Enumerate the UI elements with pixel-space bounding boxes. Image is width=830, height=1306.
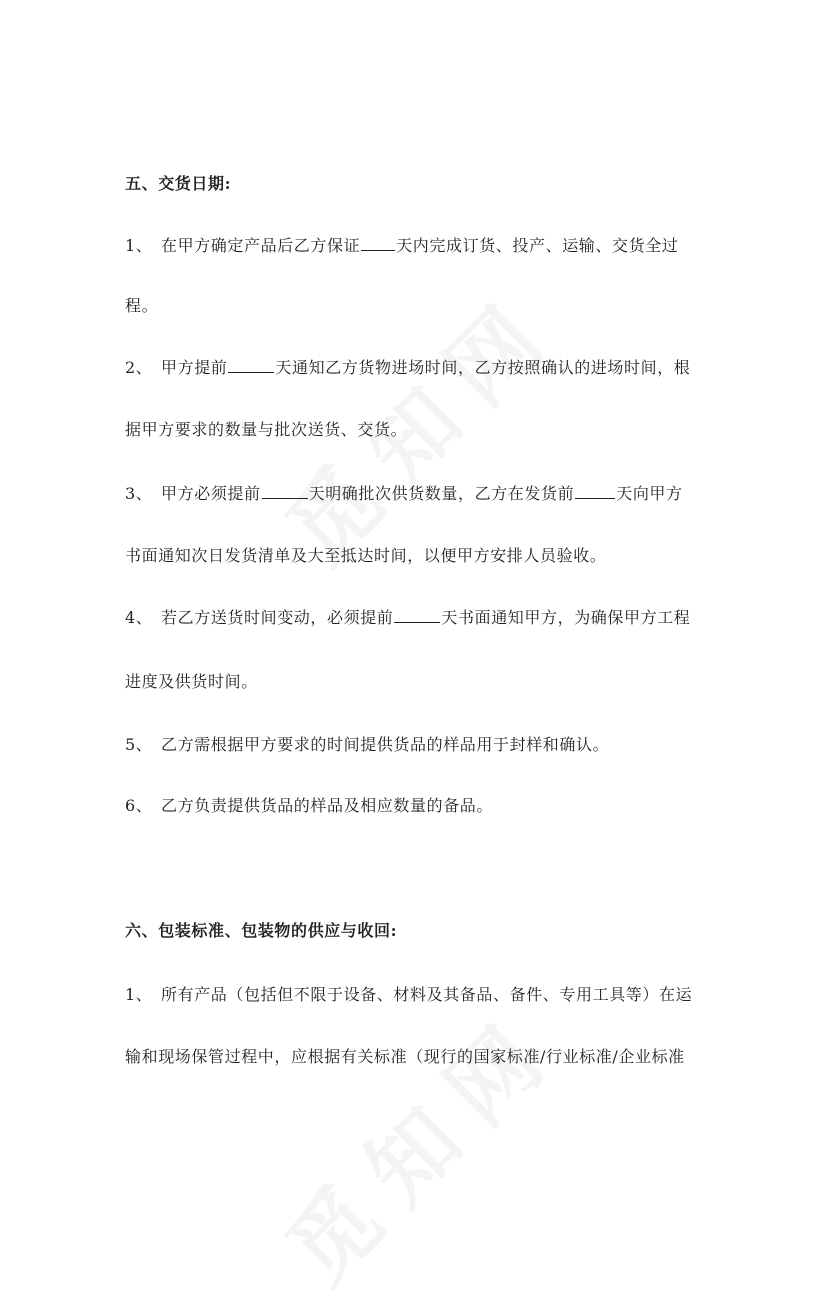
item-number: 2、 [125, 358, 153, 377]
item-number: 6、 [125, 796, 153, 815]
fill-blank [575, 482, 615, 499]
s5-item-1: 1、 在甲方确定产品后乙方保证 天内完成订货、投产、运输、交货全过 [125, 234, 715, 258]
item-number: 4、 [125, 608, 153, 627]
item-number: 3、 [125, 484, 153, 503]
s5-item-2-continued: 据甲方要求的数量与批次送货、交货。 [125, 420, 408, 439]
s5-item-4: 4、 若乙方送货时间变动，必须提前 天书面通知甲方，为确保甲方工程 [125, 606, 715, 630]
section-5-heading: 五、交货日期: [125, 174, 232, 193]
fill-blank [394, 606, 440, 623]
s5-item-1-continued: 程。 [125, 296, 159, 315]
section-6-heading: 六、包装标准、包装物的供应与收回: [125, 921, 398, 940]
fill-blank [262, 482, 308, 499]
s5-item-4-continued: 进度及供货时间。 [125, 672, 258, 691]
watermark-lower [255, 980, 582, 1306]
s5-item-3: 3、 甲方必须提前 天明确批次供货数量，乙方在发货前 天向甲方 [125, 482, 715, 506]
fill-blank [228, 356, 274, 373]
s6-item-1-continued: 输和现场保管过程中，应根据有关标准（现行的国家标准/行业标准/企业标准 [125, 1047, 685, 1066]
item-number: 1、 [125, 985, 153, 1004]
s5-item-3-continued: 书面通知次日发货清单及大至抵达时间，以便甲方安排人员验收。 [125, 546, 607, 565]
s6-item-1: 1、 所有产品（包括但不限于设备、材料及其备品、备件、专用工具等）在运 [125, 983, 715, 1007]
item-number: 5、 [125, 735, 153, 754]
s5-item-2: 2、 甲方提前 天通知乙方货物进场时间，乙方按照确认的进场时间，根 [125, 356, 715, 380]
s5-item-5: 5、 乙方需根据甲方要求的时间提供货品的样品用于封样和确认。 [125, 733, 715, 757]
fill-blank [361, 234, 395, 251]
item-number: 1、 [125, 236, 153, 255]
s5-item-6: 6、 乙方负责提供货品的样品及相应数量的备品。 [125, 794, 715, 818]
